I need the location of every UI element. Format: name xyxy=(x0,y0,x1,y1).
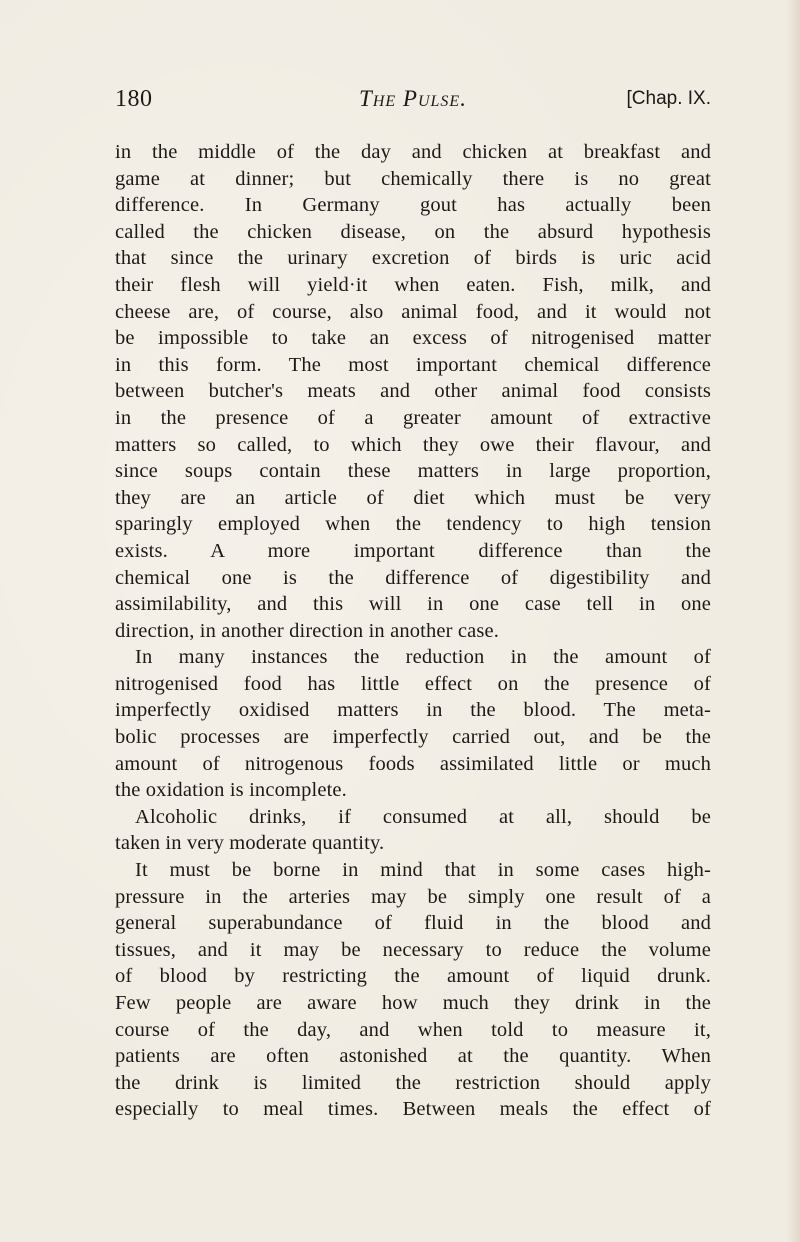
text-line: they are an article of diet which must be very xyxy=(115,486,711,509)
text-line: amount of nitrogenous foods assimilated little or much xyxy=(115,752,711,775)
text-line: in the middle of the day and chicken at breakfast and xyxy=(115,141,711,163)
text-line: sparingly employed when the tendency to high tension xyxy=(115,513,711,536)
text-line: the drink is limited the restriction should apply xyxy=(115,1071,711,1094)
text-line: of blood by restricting the amount of liquid drunk. xyxy=(115,965,711,988)
text-line: since soups contain these matters in large proportion, xyxy=(115,460,711,483)
text-line: game at dinner; but chemically there is no great xyxy=(115,167,711,190)
text-line: Few people are aware how much they drink in the xyxy=(115,992,711,1014)
text-line: It must be borne in mind that in some cases high- xyxy=(135,859,711,882)
text-line: imperfectly oxidised matters in the blood. The meta- xyxy=(115,699,711,722)
text-line: their flesh will yield·it when eaten. Fish, milk, and xyxy=(115,273,711,296)
text-line: cheese are, of course, also animal food, and it would not xyxy=(115,300,711,323)
text-line: assimilability, and this will in one case tell in one xyxy=(115,593,711,616)
text-line: tissues, and it may be necessary to reduce the volume xyxy=(115,938,711,961)
text-line: nitrogenised food has little effect on the presence of xyxy=(115,672,711,695)
text-line: course of the day, and when told to measure it, xyxy=(115,1018,711,1041)
text-line: general superabundance of fluid in the blood and xyxy=(115,912,711,935)
text-line: be impossible to take an excess of nitrogenised matter xyxy=(115,327,711,350)
text-line: patients are often astonished at the quantity. When xyxy=(115,1045,711,1068)
text-line: matters so called, to which they owe their flavour, and xyxy=(115,433,711,456)
text-line: especially to meal times. Between meals the effect of xyxy=(115,1098,711,1121)
text-line: direction, in another direction in another case. xyxy=(115,619,500,642)
text-line: that since the urinary excretion of birds is uric acid xyxy=(115,247,711,270)
text-line: between butcher's meats and other animal food consists xyxy=(115,380,711,403)
text-line: the oxidation is incomplete. xyxy=(115,779,347,802)
text-line: bolic processes are imperfectly carried out, and be the xyxy=(115,726,711,749)
text-line: exists. A more important difference than the xyxy=(115,539,711,562)
text-line: called the chicken disease, on the absurd hypothesis xyxy=(115,220,711,243)
page-number: 180 xyxy=(115,86,153,112)
chapter-reference: [Chap. IX. xyxy=(626,88,711,109)
running-title: The Pulse. xyxy=(359,86,467,111)
page-edge-shadow xyxy=(786,0,800,1242)
text-line: Alcoholic drinks, if consumed at all, should be xyxy=(135,805,711,828)
text-line: taken in very moderate quantity. xyxy=(115,832,385,855)
body-text xyxy=(115,139,711,1123)
text-line: In many instances the reduction in the amount of xyxy=(135,646,711,669)
text-line: pressure in the arteries may be simply one result of a xyxy=(115,885,711,908)
text-line: difference. In Germany gout has actually been xyxy=(115,194,711,217)
text-line: in this form. The most important chemical difference xyxy=(115,353,711,376)
text-line: chemical one is the difference of digestibility and xyxy=(115,566,711,589)
text-line: in the presence of a greater amount of extractive xyxy=(115,406,711,429)
running-head xyxy=(115,86,711,116)
